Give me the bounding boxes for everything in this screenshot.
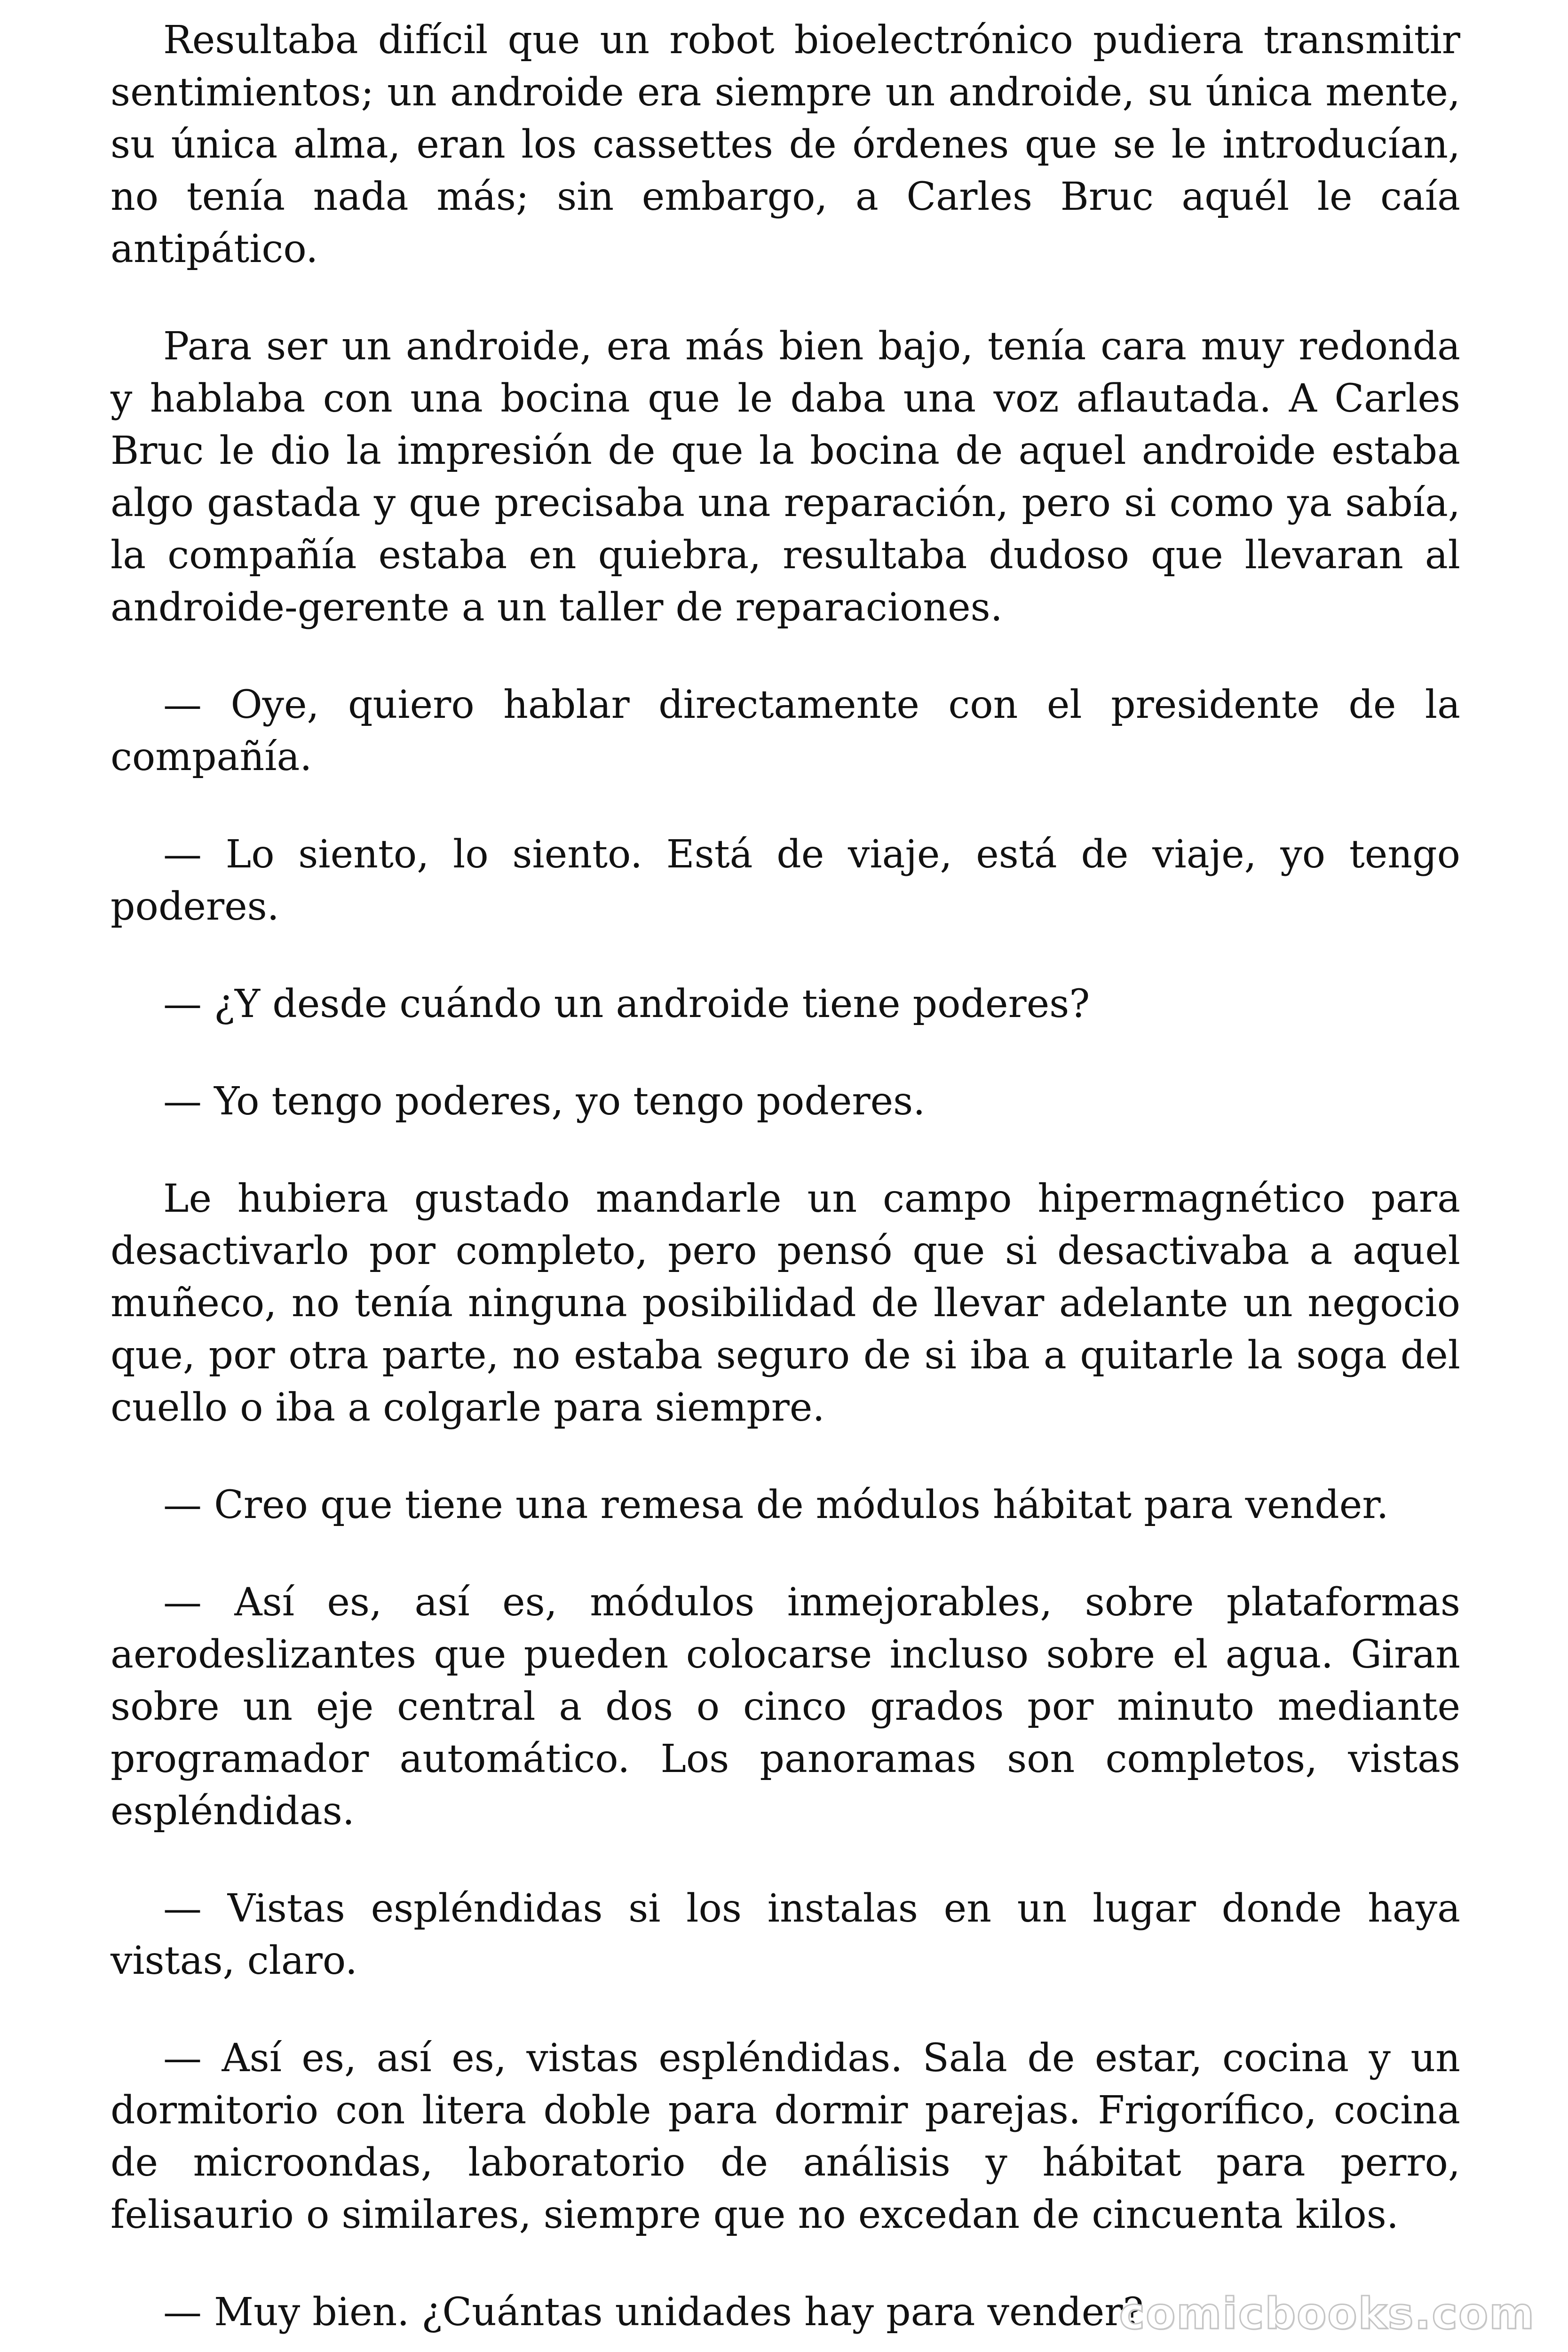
dialogue-line: — Creo que tiene una remesa de módulos hábitat para vender. (163, 1483, 1389, 1527)
dialogue-line: — Vistas espléndidas si los instalas en un lugar donde haya vistas, claro. (111, 1886, 1460, 1983)
dialogue-line: — Así es, así es, módulos inmejorables, sobre plataformas aerodeslizantes que pueden colocarse incluso sobre el agua. Giran sobre un eje central a dos o cinco grados por minuto mediante programador automático. Los panoramas son completos, vistas espléndidas. (111, 1580, 1460, 1834)
dialogue-line: — Lo siento, lo siento. Está de viaje, está de viaje, yo tengo poderes. (111, 832, 1460, 929)
watermark-logo: comicbooks.com (1119, 2288, 1535, 2339)
dialogue-line: — ¿Y desde cuándo un androide tiene poderes? (163, 982, 1090, 1026)
dialogue-line: — Muy bien. ¿Cuántas unidades hay para vender? (163, 2290, 1144, 2335)
dialogue-line: — Oye, quiero hablar directamente con el presidente de la compañía. (111, 683, 1460, 779)
paragraph: Para ser un androide, era más bien bajo, tenía cara muy redonda y hablaba con una bocina que le daba una voz aflautada. A Carles Bruc le dio la impresión de que la bocina de aquel androide estaba algo gastada y que precisaba una reparación, pero si como ya sabía, la compañía estaba en quiebra, resultaba dudoso que llevaran al androide-gerente a un taller de reparaciones. (111, 324, 1460, 630)
paragraph: Resultaba difícil que un robot bioelectrónico pudiera transmitir sentimientos; un androide era siempre un androide, su única mente, su única alma, eran los cassettes de órdenes que se le introducían, no tenía nada más; sin embargo, a Carles Bruc aquél le caía antipático. (111, 18, 1460, 271)
paragraph: Le hubiera gustado mandarle un campo hipermagnético para desactivarlo por completo, pero pensó que si desactivaba a aquel muñeco, no tenía ninguna posibilidad de llevar adelante un negocio que, por otra parte, no estaba seguro de si iba a quitarle la soga del cuello o iba a colgarle para siempre. (111, 1176, 1460, 1430)
dialogue-line: — Así es, así es, vistas espléndidas. Sala de estar, cocina y un dormitorio con litera doble para dormir parejas. Frigorífico, cocina de microondas, laboratorio de análisis y hábitat para perro, felisaurio o similares, siempre que no excedan de cincuenta kilos. (111, 2036, 1460, 2237)
dialogue-line: — Yo tengo poderes, yo tengo poderes. (163, 1079, 926, 1124)
